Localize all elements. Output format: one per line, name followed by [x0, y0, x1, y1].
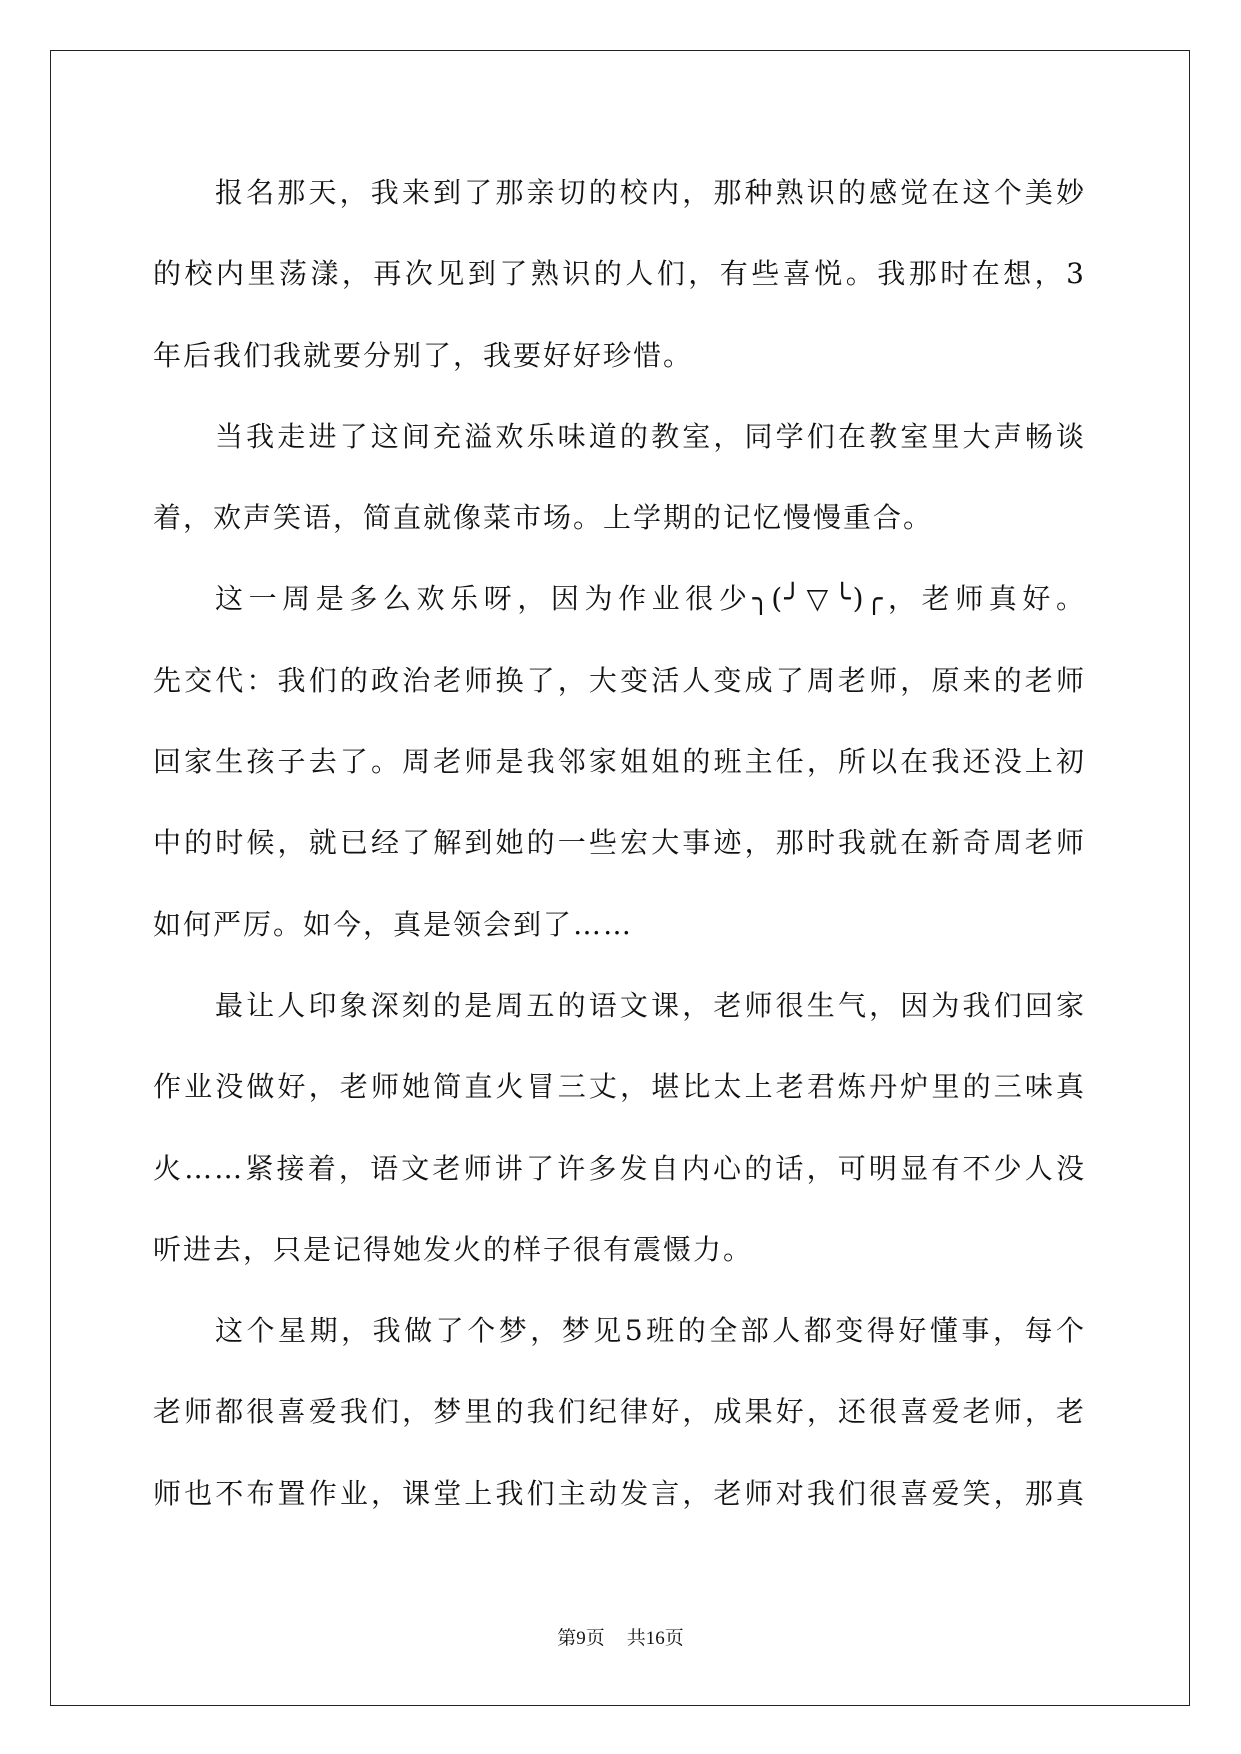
- paragraph: [153, 965, 1086, 1290]
- text-line: 火……紧接着，语文老师讲了许多发自内心的话，可明显有不少人没: [153, 1151, 1086, 1185]
- page-number: 第9页: [557, 1628, 605, 1649]
- text-line: 这个星期，我做了个梦，梦见5班的全部人都变得好懂事，每个: [215, 1314, 1086, 1348]
- text-line: 师也不布置作业，课堂上我们主动发言，老师对我们很喜爱笑，那真: [153, 1476, 1086, 1510]
- page-footer: [0, 1624, 1241, 1654]
- paragraph: [153, 1290, 1086, 1534]
- text-line: 这一周是多么欢乐呀，因为作业很少╮(╯▽╰)╭，老师真好。: [215, 582, 1086, 616]
- text-line: 年后我们我就要分别了，我要好好珍惜。: [153, 338, 694, 372]
- paragraph: [153, 396, 1086, 559]
- paragraph: [153, 558, 1086, 964]
- text-line: 最让人印象深刻的是周五的语文课，老师很生气，因为我们回家: [215, 988, 1086, 1022]
- text-line: 的校内里荡漾，再次见到了熟识的人们，有些喜悦。我那时在想，3: [153, 257, 1086, 291]
- text-line: 回家生孩子去了。周老师是我邻家姐姐的班主任，所以在我还没上初: [153, 745, 1086, 779]
- text-line: 听进去，只是记得她发火的样子很有震慑力。: [153, 1232, 754, 1266]
- document-body: [153, 152, 1086, 1534]
- text-line: 中的时候，就已经了解到她的一些宏大事迹，那时我就在新奇周老师: [153, 826, 1086, 860]
- text-line: 着，欢声笑语，简直就像菜市场。上学期的记忆慢慢重合。: [153, 501, 934, 535]
- paragraph: [153, 152, 1086, 396]
- text-line: 老师都很喜爱我们，梦里的我们纪律好，成果好，还很喜爱老师，老: [153, 1395, 1086, 1429]
- text-line: 作业没做好，老师她简直火冒三丈，堪比太上老君炼丹炉里的三味真: [153, 1070, 1086, 1104]
- text-line: 当我走进了这间充溢欢乐味道的教室，同学们在教室里大声畅谈: [215, 419, 1086, 453]
- text-line: 如何严厉。如今，真是领会到了……: [153, 907, 634, 941]
- page-total: 共16页: [626, 1628, 684, 1649]
- text-line: 报名那天，我来到了那亲切的校内，那种熟识的感觉在这个美妙: [215, 176, 1086, 209]
- text-line: 先交代：我们的政治老师换了，大变活人变成了周老师，原来的老师: [153, 663, 1086, 697]
